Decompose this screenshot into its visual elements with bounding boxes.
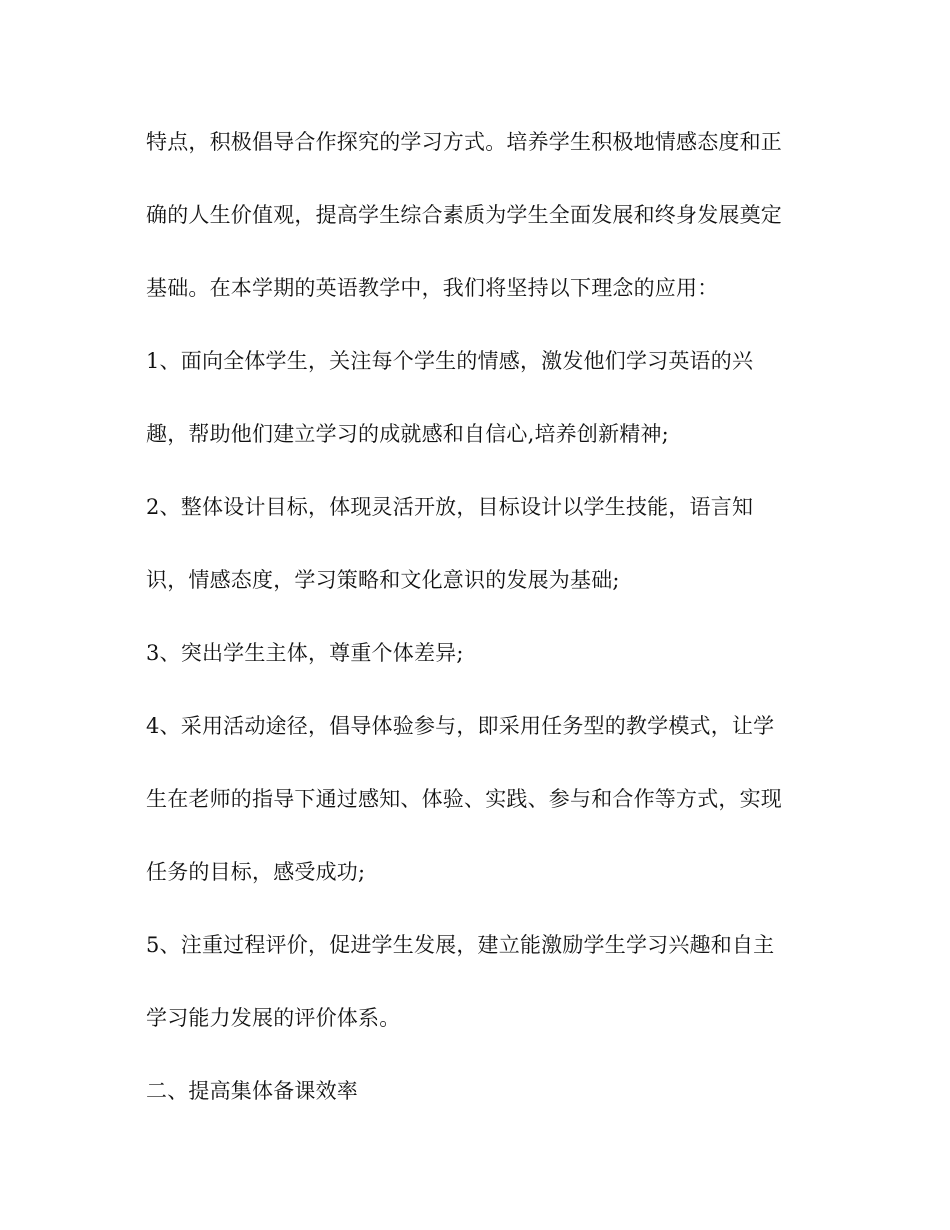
list-item-2: 2、整体设计目标，体现灵活开放，目标设计以学生技能，语言知 bbox=[146, 495, 754, 519]
text-line: 特点，积极倡导合作探究的学习方式。培养学生积极地情感态度和正 bbox=[146, 130, 782, 154]
text-line: 基础。在本学期的英语教学中，我们将坚持以下理念的应用： bbox=[146, 276, 719, 300]
text-line: 识，情感态度，学习策略和文化意识的发展为基础; bbox=[146, 568, 620, 592]
text-line: 生在老师的指导下通过感知、体验、实践、参与和合作等方式，实现 bbox=[146, 787, 782, 811]
text-line: 趣，帮助他们建立学习的成就感和自信心,培养创新精神; bbox=[146, 422, 669, 446]
list-item-3: 3、突出学生主体，尊重个体差异; bbox=[146, 641, 464, 665]
section-heading: 二、提高集体备课效率 bbox=[146, 1079, 358, 1103]
list-item-4: 4、采用活动途径，倡导体验参与，即采用任务型的教学模式，让学 bbox=[146, 714, 775, 738]
text-line: 任务的目标，感受成功; bbox=[146, 860, 366, 884]
list-item-1: 1、面向全体学生，关注每个学生的情感，激发他们学习英语的兴 bbox=[146, 349, 754, 373]
text-line: 确的人生价值观，提高学生综合素质为学生全面发展和终身发展奠定 bbox=[146, 203, 782, 227]
list-item-5: 5、注重过程评价，促进学生发展，建立能激励学生学习兴趣和自主 bbox=[146, 933, 775, 957]
document-body bbox=[146, 118, 806, 1140]
text-line: 学习能力发展的评价体系。 bbox=[146, 1006, 401, 1030]
